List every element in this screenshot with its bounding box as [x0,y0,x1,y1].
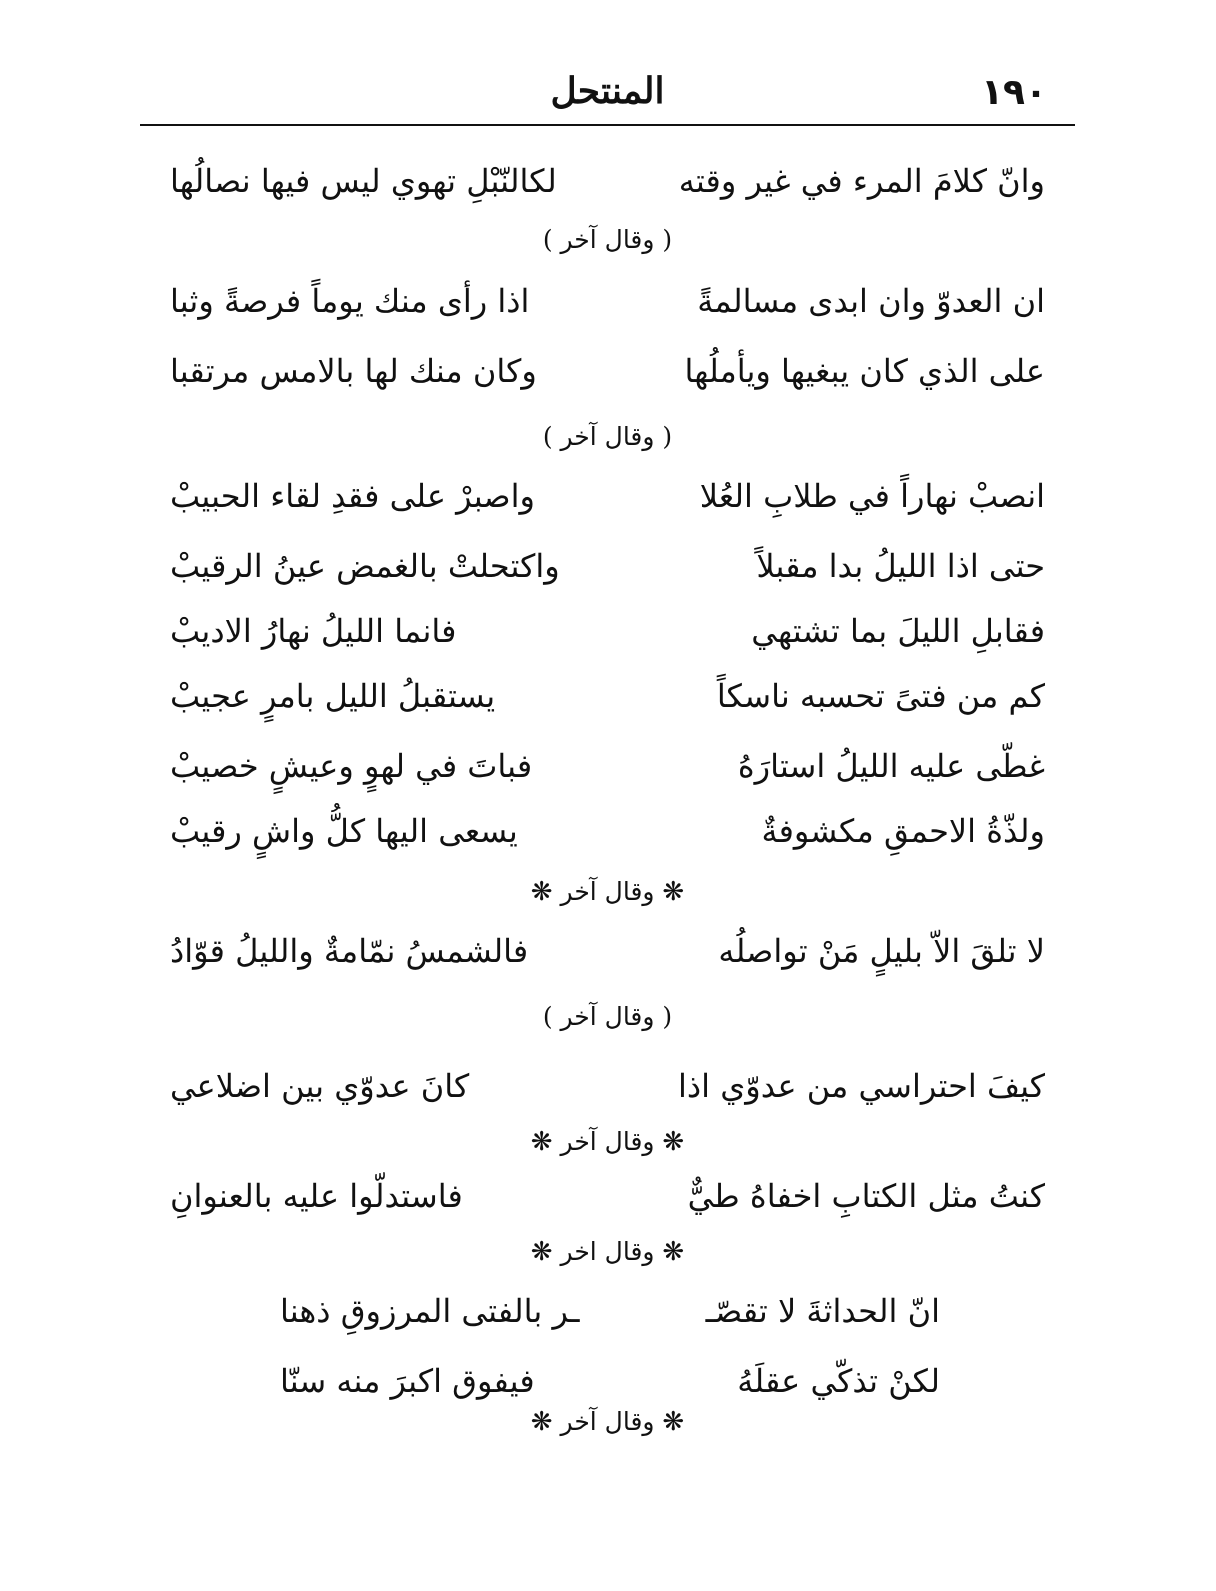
second-hemistich: فاستدلّوا عليه بالعنوانِ [170,1177,463,1215]
first-hemistich: انصبْ نهاراً في طلابِ العُلا [699,477,1045,515]
heading-text: وقال اخر [552,1237,663,1266]
verse-line [170,1055,1045,1117]
verse-line [170,735,1045,797]
second-hemistich: فباتَ في لهوٍ وعيشٍ خصيبْ [170,747,533,785]
first-hemistich: كيفَ احتراسي من عدوّي اذا [678,1067,1045,1105]
heading-text: وقال آخر [552,877,663,906]
second-hemistich: يستقبلُ الليل بامرٍ عجيبْ [170,677,496,715]
verse-line [170,270,1045,332]
ornament-icon: ❋ [530,1127,553,1157]
first-hemistich: حتى اذا الليلُ بدا مقبلاً [756,547,1045,585]
ornament-icon: ❋ [662,1127,685,1157]
second-hemistich: اذا رأى منك يوماً فرصةً وثبا [170,282,530,320]
second-hemistich: فانما الليلُ نهارُ الاديبْ [170,612,457,650]
page-header [140,66,1075,122]
ornament-icon: ❋ [530,877,553,907]
section-heading [140,415,1075,459]
section-heading [140,218,1075,262]
page-number: ١٩٠ [981,72,1047,113]
verse-line [170,340,1045,402]
verse-line [170,800,1045,862]
verse-line [170,1165,1045,1227]
second-hemistich: فالشمسُ نمّامةٌ والليلُ قوّادُ [170,932,529,970]
section-heading [140,1120,1075,1164]
first-hemistich: على الذي كان يبغيها ويأملُها [684,352,1045,390]
verse-line [170,150,1045,212]
first-hemistich: غطّى عليه الليلُ استارَهُ [737,747,1045,785]
heading-text: ( وقال آخر ) [542,422,673,451]
section-heading [140,870,1075,914]
ornament-icon: ❋ [662,1407,685,1437]
verse-line [170,665,1045,727]
verse-line [170,535,1045,597]
ornament-icon: ❋ [662,1237,685,1267]
running-title: المنتحل [550,70,665,112]
second-hemistich: واصبرْ على فقدِ لقاء الحبيبْ [170,477,535,515]
second-hemistich: لكالنّبْلِ تهوي ليس فيها نصالُها [170,162,557,200]
first-hemistich: لا تلقَ الاّ بليلٍ مَنْ تواصلُه [718,932,1045,970]
second-hemistich: كانَ عدوّي بين اضلاعي [170,1067,470,1105]
first-hemistich: فقابلِ الليلَ بما تشتهي [751,612,1045,650]
heading-text: وقال آخر [552,1407,663,1436]
first-hemistich: ان العدوّ وان ابدى مسالمةً [697,282,1045,320]
ornament-icon: ❋ [530,1237,553,1267]
ornament-icon: ❋ [662,877,685,907]
second-hemistich: فيفوق اكبرَ منه سنّا [280,1362,535,1400]
heading-text: ( وقال آخر ) [542,1002,673,1031]
section-heading [140,995,1075,1039]
section-heading [140,1230,1075,1274]
second-hemistich: واكتحلتْ بالغمض عينُ الرقيبْ [170,547,560,585]
heading-text: ( وقال آخر ) [542,225,673,254]
first-hemistich: انّ الحداثةَ لا تقصّـ [705,1292,940,1330]
header-rule [140,124,1075,126]
verse-line [170,465,1045,527]
second-hemistich: ـر بالفتى المرزوقِ ذهنا [280,1292,580,1330]
first-hemistich: كنتُ مثل الكتابِ اخفاهُ طيٌّ [687,1177,1045,1215]
first-hemistich: ولذّةُ الاحمقِ مكشوفةٌ [761,812,1045,850]
verse-line [280,1280,940,1342]
first-hemistich: وانّ كلامَ المرء في غير وقته [678,162,1045,200]
heading-text: وقال آخر [552,1127,663,1156]
ornament-icon: ❋ [530,1407,553,1437]
second-hemistich: يسعى اليها كلُّ واشٍ رقيبْ [170,812,518,850]
verse-line [170,920,1045,982]
first-hemistich: لكنْ تذكّي عقلَهُ [737,1362,940,1400]
verse-line [170,600,1045,662]
section-heading [140,1400,1075,1444]
first-hemistich: كم من فتىً تحسبه ناسكاً [716,677,1045,715]
second-hemistich: وكان منك لها بالامس مرتقبا [170,352,537,390]
